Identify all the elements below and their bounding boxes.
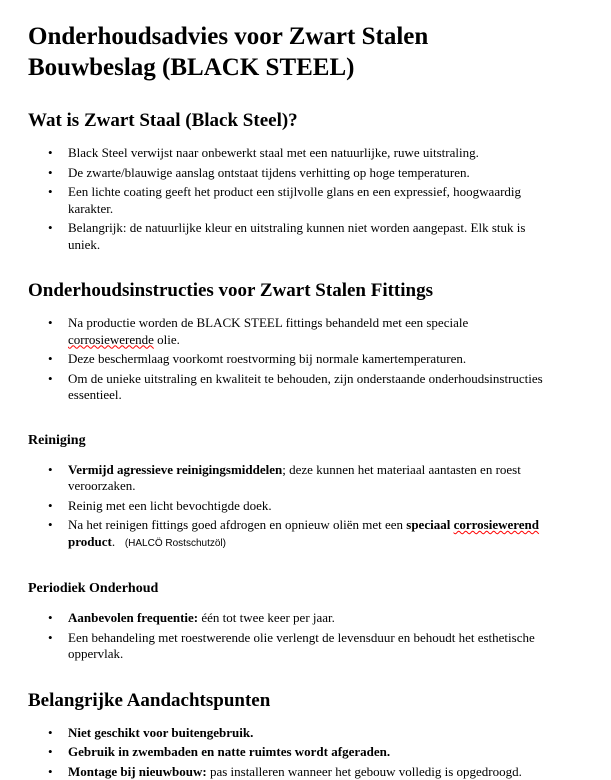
bullet-text-bold: Aanbevolen frequentie: xyxy=(68,610,198,625)
periodiek-bullet-list xyxy=(28,610,553,663)
bullet-text: Om de unieke uitstraling en kwaliteit te behouden, zijn onderstaande onderhoudsinstructies essentieel. xyxy=(68,371,543,403)
list-item xyxy=(48,371,553,404)
list-item xyxy=(48,498,553,515)
instructies-bullet-list xyxy=(28,315,553,404)
bullet-text-bold: Gebruik in zwembaden en natte ruimtes wordt afgeraden. xyxy=(68,744,390,759)
list-item xyxy=(48,351,553,368)
section-heading-belangrijke-aandachtspunten: Belangrijke Aandachtspunten xyxy=(28,690,553,712)
bullet-text: Een lichte coating geeft het product een stijlvolle glans en een expressief, hoogwaardig karakter. xyxy=(68,184,521,216)
misspelled-word: corrosiewerend xyxy=(454,517,539,532)
bullet-text: Belangrijk: de natuurlijke kleur en uitstraling kunnen niet worden aangepast. Elk stuk is uniek. xyxy=(68,220,525,252)
bullet-text-bold: speciaal xyxy=(406,517,453,532)
bullet-text: Reinig met een licht bevochtigde doek. xyxy=(68,498,272,513)
list-item xyxy=(48,184,553,217)
list-item xyxy=(48,145,553,162)
bullet-text: Een behandeling met roestwerende olie verlengt de levensduur en behoudt het esthetische oppervlak. xyxy=(68,630,535,662)
bullet-text-bold: Montage bij nieuwbouw: xyxy=(68,764,207,779)
product-note: (HALCÖ Rostschutzöl) xyxy=(125,538,226,549)
aandachtspunten-bullet-list xyxy=(28,725,553,780)
section-heading-wat-is-zwart-staal: Wat is Zwart Staal (Black Steel)? xyxy=(28,110,553,132)
bullet-text-bold: product xyxy=(68,534,112,549)
bullet-text: pas installeren wanneer het gebouw volledig is opgedroogd. xyxy=(207,764,522,779)
list-item xyxy=(48,725,553,742)
list-item xyxy=(48,630,553,663)
bullet-text: één tot twee keer per jaar. xyxy=(198,610,335,625)
bullet-text: . xyxy=(112,534,125,549)
list-item xyxy=(48,315,553,348)
section-heading-onderhoudsinstructies: Onderhoudsinstructies voor Zwart Stalen Fittings xyxy=(28,280,553,302)
list-item xyxy=(48,744,553,761)
bullet-text: Na productie worden de BLACK STEEL fittings behandeld met een speciale xyxy=(68,315,468,330)
misspelled-word: corrosiewerende xyxy=(68,332,154,347)
subsection-heading-reiniging: Reiniging xyxy=(28,433,553,449)
list-item xyxy=(48,165,553,182)
bullet-text: Black Steel verwijst naar onbewerkt staal met een natuurlijke, ruwe uitstraling. xyxy=(68,145,479,160)
list-item xyxy=(48,517,553,552)
bullet-text: De zwarte/blauwige aanslag ontstaat tijdens verhitting op hoge temperaturen. xyxy=(68,165,470,180)
bullet-text-bold: Vermijd agressieve reinigingsmiddelen xyxy=(68,462,282,477)
bullet-text: Na het reinigen fittings goed afdrogen en opnieuw oliën met een xyxy=(68,517,406,532)
subsection-heading-periodiek-onderhoud: Periodiek Onderhoud xyxy=(28,581,553,597)
bullet-text: Deze beschermlaag voorkomt roestvorming bij normale kamertemperaturen. xyxy=(68,351,466,366)
list-item xyxy=(48,610,553,627)
document-title: Onderhoudsadvies voor Zwart Stalen Bouwbeslag (BLACK STEEL) xyxy=(28,22,553,83)
intro-bullet-list xyxy=(28,145,553,253)
bullet-text-bold: Niet geschikt voor buitengebruik. xyxy=(68,725,253,740)
list-item xyxy=(48,220,553,253)
list-item xyxy=(48,764,553,780)
bullet-text: ; deze kunnen het materiaal aantasten en roest veroorzaken. xyxy=(68,462,521,494)
reiniging-bullet-list xyxy=(28,462,553,553)
bullet-text: olie. xyxy=(154,332,180,347)
list-item xyxy=(48,462,553,495)
